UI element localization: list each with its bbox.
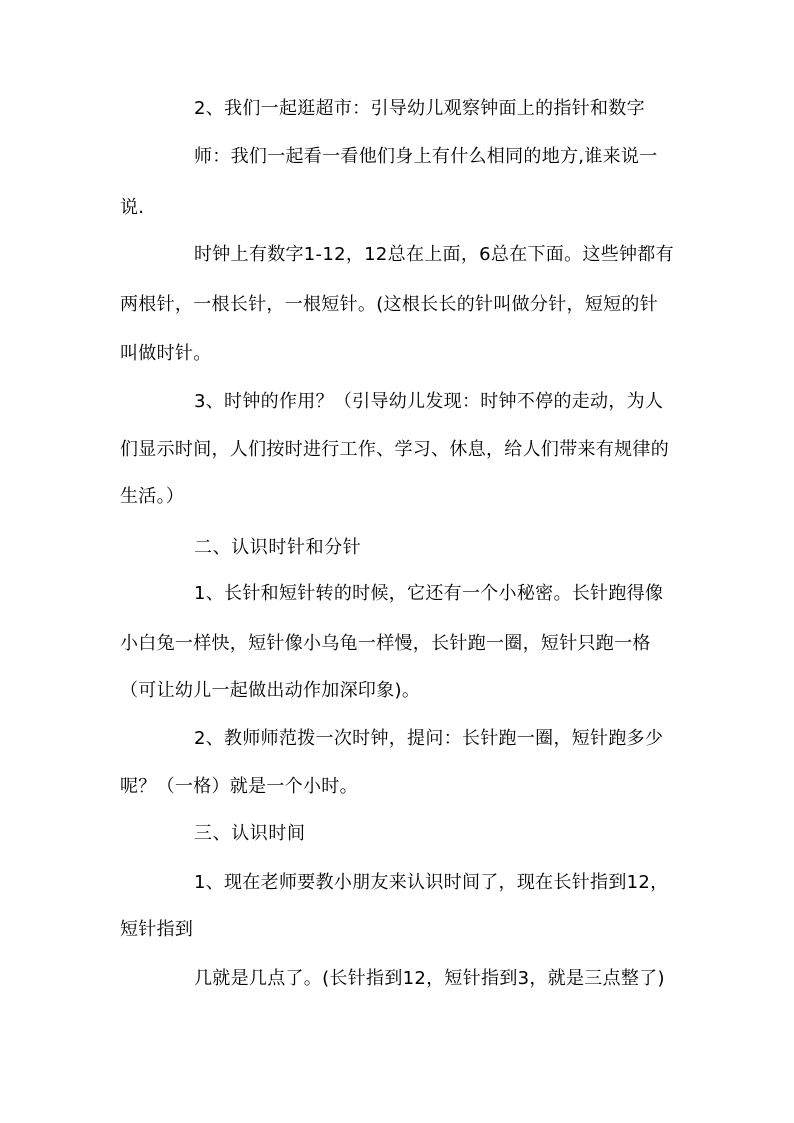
paragraph-line: 呢？（一格）就是一个小时。 bbox=[120, 776, 358, 797]
paragraph-line: （可让幼儿一起做出动作加深印象)。 bbox=[120, 680, 421, 701]
paragraph-line: 2、我们一起逛超市：引导幼儿观察钟面上的指针和数字 bbox=[194, 98, 645, 119]
paragraph-line: 1、现在老师要教小朋友来认识时间了，现在长针指到12， bbox=[194, 872, 669, 893]
paragraph-line: 生活。） bbox=[120, 486, 185, 507]
paragraph-line: 说. bbox=[120, 197, 145, 218]
paragraph-line: 3、时钟的作用？（引导幼儿发现：时钟不停的走动，为人 bbox=[194, 391, 664, 412]
paragraph-line: 时钟上有数字1-12，12总在上面，6总在下面。这些钟都有 bbox=[194, 244, 674, 265]
paragraph-line: 1、长针和短针转的时候，它还有一个小秘密。长针跑得像 bbox=[194, 583, 664, 604]
paragraph-line: 几就是几点了。(长针指到12，短针指到3，就是三点整了) bbox=[194, 968, 665, 989]
paragraph-line: 小白兔一样快，短针像小乌龟一样慢，长针跑一圈，短针只跑一格 bbox=[120, 633, 651, 654]
paragraph-line: 叫做时针。 bbox=[120, 343, 212, 364]
paragraph-line: 两根针，一根长针，一根短针。(这根长长的针叫做分针，短短的针 bbox=[120, 294, 659, 315]
paragraph-line: 2、教师师范拨一次时钟，提问：长针跑一圈，短针跑多少 bbox=[194, 728, 664, 749]
paragraph-line: 短针指到 bbox=[120, 919, 194, 940]
paragraph-line: 们显示时间，人们按时进行工作、学习、休息，给人们带来有规律的 bbox=[120, 439, 669, 460]
section-heading: 三、认识时间 bbox=[194, 823, 306, 844]
paragraph-line: 师：我们一起看一看他们身上有什么相同的地方,谁来说一 bbox=[194, 146, 658, 167]
section-heading: 二、认识时针和分针 bbox=[194, 537, 362, 558]
